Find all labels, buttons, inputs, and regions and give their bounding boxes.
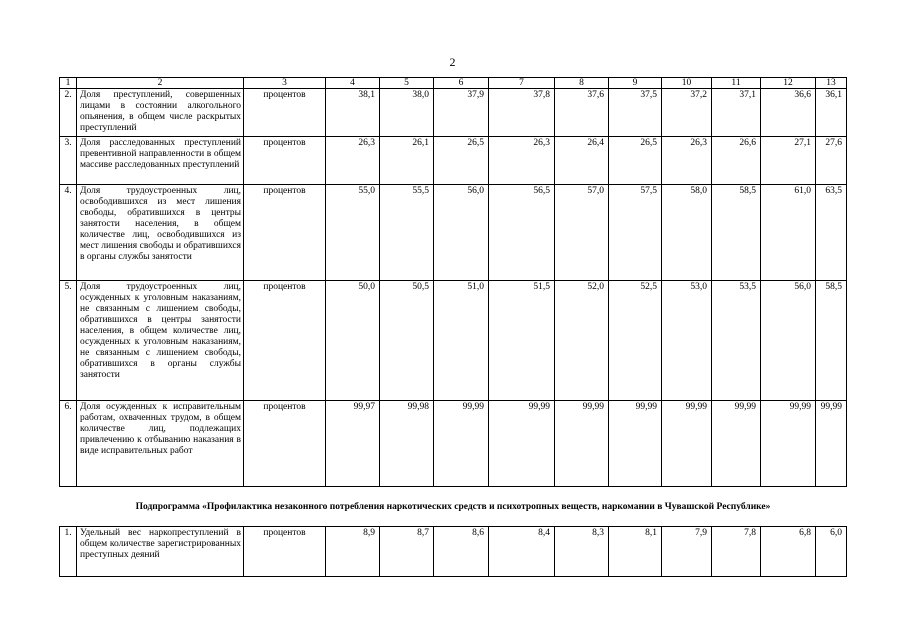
table-row bbox=[60, 281, 847, 401]
value-cell: 63,5 bbox=[816, 185, 847, 281]
value-cell: 37,9 bbox=[434, 89, 489, 137]
value-cell: 55,5 bbox=[380, 185, 434, 281]
value-cell: 50,5 bbox=[380, 281, 434, 401]
value-cell: 99,98 bbox=[380, 401, 434, 487]
subprogram-row bbox=[60, 487, 847, 527]
value-cell: 99,99 bbox=[434, 401, 489, 487]
value-cell: 8,4 bbox=[489, 527, 555, 577]
value-cell: 26,5 bbox=[609, 137, 662, 185]
unit-cell: процентов bbox=[244, 401, 326, 487]
header-cell: 13 bbox=[816, 78, 847, 89]
value-cell: 99,99 bbox=[761, 401, 816, 487]
unit-cell: процентов bbox=[244, 281, 326, 401]
value-cell: 55,0 bbox=[326, 185, 380, 281]
value-cell: 38,0 bbox=[380, 89, 434, 137]
value-cell: 8,7 bbox=[380, 527, 434, 577]
header-cell: 9 bbox=[609, 78, 662, 89]
table-row bbox=[60, 185, 847, 281]
page-number: 2 bbox=[449, 55, 456, 69]
value-cell: 99,99 bbox=[489, 401, 555, 487]
header-cell: 7 bbox=[489, 78, 555, 89]
value-cell: 37,8 bbox=[489, 89, 555, 137]
value-cell: 57,0 bbox=[555, 185, 609, 281]
indicator-name: Доля расследованных преступлений превентивной направленности в общем массиве расследованных преступлений bbox=[77, 137, 244, 185]
value-cell: 58,0 bbox=[662, 185, 712, 281]
value-cell: 26,4 bbox=[555, 137, 609, 185]
value-cell: 56,5 bbox=[489, 185, 555, 281]
table-row bbox=[60, 89, 847, 137]
value-cell: 50,0 bbox=[326, 281, 380, 401]
header-cell: 11 bbox=[712, 78, 761, 89]
unit-cell: процентов bbox=[244, 185, 326, 281]
row-number: 6. bbox=[60, 401, 77, 487]
value-cell: 38,1 bbox=[326, 89, 380, 137]
value-cell: 8,6 bbox=[434, 527, 489, 577]
header-cell: 6 bbox=[434, 78, 489, 89]
value-cell: 58,5 bbox=[712, 185, 761, 281]
value-cell: 58,5 bbox=[816, 281, 847, 401]
value-cell: 6,8 bbox=[761, 527, 816, 577]
indicator-name: Удельный вес наркопреступлений в общем количестве зарегистрированных преступных деяний bbox=[77, 527, 244, 577]
table-row bbox=[60, 527, 847, 577]
value-cell: 27,6 bbox=[816, 137, 847, 185]
row-number: 1. bbox=[60, 527, 77, 577]
value-cell: 57,5 bbox=[609, 185, 662, 281]
value-cell: 37,2 bbox=[662, 89, 712, 137]
value-cell: 7,8 bbox=[712, 527, 761, 577]
unit-cell: процентов bbox=[244, 89, 326, 137]
value-cell: 99,99 bbox=[816, 401, 847, 487]
row-number: 4. bbox=[60, 185, 77, 281]
value-cell: 99,99 bbox=[555, 401, 609, 487]
value-cell: 8,1 bbox=[609, 527, 662, 577]
row-number: 5. bbox=[60, 281, 77, 401]
header-cell: 1 bbox=[60, 78, 77, 89]
header-cell: 8 bbox=[555, 78, 609, 89]
indicator-name: Доля трудоустроенных лиц, освободившихся из мест лишения свободы, обратившихся в центры занятости населения, в общем количестве лиц, освободившихся из мест лишения свободы и обратившихся в органы службы занятости bbox=[77, 185, 244, 281]
indicator-name: Доля преступлений, совершенных лицами в состоянии алкогольного опьянения, в общем числе раскрытых преступлений bbox=[77, 89, 244, 137]
header-cell: 12 bbox=[761, 78, 816, 89]
value-cell: 37,6 bbox=[555, 89, 609, 137]
unit-cell: процентов bbox=[244, 137, 326, 185]
value-cell: 36,1 bbox=[816, 89, 847, 137]
table-row bbox=[60, 137, 847, 185]
value-cell: 99,99 bbox=[712, 401, 761, 487]
header-cell: 10 bbox=[662, 78, 712, 89]
unit-cell: процентов bbox=[244, 527, 326, 577]
value-cell: 26,1 bbox=[380, 137, 434, 185]
value-cell: 61,0 bbox=[761, 185, 816, 281]
value-cell: 51,5 bbox=[489, 281, 555, 401]
value-cell: 56,0 bbox=[761, 281, 816, 401]
indicator-name: Доля трудоустроенных лиц, осужденных к уголовным наказаниям, не связанным с лишением свободы, обратившихся в центры занятости населения, в общем количестве лиц, осужденных к уголовным наказаниям, не связанным с лишением свободы, обратившихся в органы службы занятости bbox=[77, 281, 244, 401]
row-number: 2. bbox=[60, 89, 77, 137]
subprogram-title: Подпрограмма «Профилактика незаконного потребления наркотических средств и психотропных веществ, наркомании в Чувашской Республике» bbox=[135, 502, 771, 512]
value-cell: 99,99 bbox=[609, 401, 662, 487]
value-cell: 26,5 bbox=[434, 137, 489, 185]
value-cell: 26,3 bbox=[326, 137, 380, 185]
value-cell: 36,6 bbox=[761, 89, 816, 137]
header-cell: 4 bbox=[326, 78, 380, 89]
value-cell: 37,1 bbox=[712, 89, 761, 137]
value-cell: 7,9 bbox=[662, 527, 712, 577]
indicators-table bbox=[59, 77, 847, 577]
value-cell: 51,0 bbox=[434, 281, 489, 401]
value-cell: 56,0 bbox=[434, 185, 489, 281]
value-cell: 8,3 bbox=[555, 527, 609, 577]
value-cell: 52,5 bbox=[609, 281, 662, 401]
indicator-name: Доля осужденных к исправительным работам, охваченных трудом, в общем количестве лиц, подлежащих привлечению к отбыванию наказания в виде исправительных работ bbox=[77, 401, 244, 487]
value-cell: 26,6 bbox=[712, 137, 761, 185]
header-cell: 2 bbox=[77, 78, 244, 89]
table-row bbox=[60, 401, 847, 487]
value-cell: 99,97 bbox=[326, 401, 380, 487]
value-cell: 26,3 bbox=[662, 137, 712, 185]
header-cell: 5 bbox=[380, 78, 434, 89]
header-cell: 3 bbox=[244, 78, 326, 89]
value-cell: 6,0 bbox=[816, 527, 847, 577]
value-cell: 8,9 bbox=[326, 527, 380, 577]
row-number: 3. bbox=[60, 137, 77, 185]
value-cell: 53,0 bbox=[662, 281, 712, 401]
value-cell: 27,1 bbox=[761, 137, 816, 185]
value-cell: 26,3 bbox=[489, 137, 555, 185]
header-row bbox=[60, 78, 847, 89]
value-cell: 37,5 bbox=[609, 89, 662, 137]
value-cell: 53,5 bbox=[712, 281, 761, 401]
value-cell: 99,99 bbox=[662, 401, 712, 487]
value-cell: 52,0 bbox=[555, 281, 609, 401]
